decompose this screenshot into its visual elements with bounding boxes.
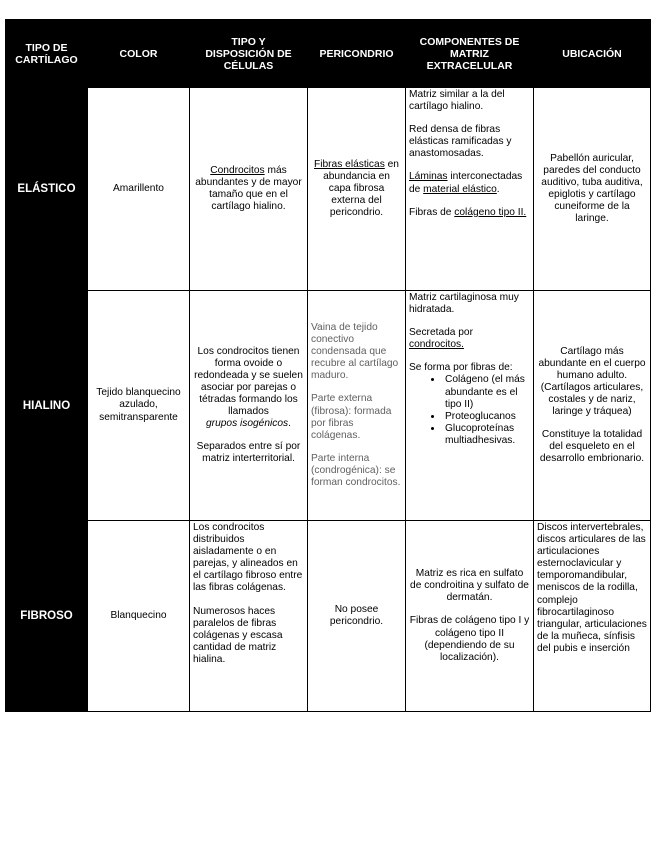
fibroso-celulas: Los condrocitos distribuidos aisladamente o en parejas, y alineados en el cartílago fibroso entre las fibras colágenas. Numerosos haces paralelos de fibras colágenas y escasa cantidad de matriz hialina.	[190, 521, 308, 712]
elastico-ubicacion: Pabellón auricular, paredes del conducto auditivo, tuba auditiva, epiglotis y cartílago cuneiforme de la laringe.	[534, 88, 651, 291]
header-disposicion: TIPO Y DISPOSICIÓN DE CÉLULAS	[190, 20, 308, 88]
fibroso-ubicacion: Discos intervertebrales, discos articulares de las articulaciones esternoclavicular y temporomandibular, meniscos de la rodilla, complejo fibrocartilaginoso triangular, articulaciones de la muñeca, sínfisis del pubis e inserción	[534, 521, 651, 712]
row-hialino	[6, 291, 651, 521]
row-fibroso	[6, 521, 651, 712]
header-componentes: COMPONENTES DE MATRIZ EXTRACELULAR	[406, 20, 534, 88]
row-elastico	[6, 88, 651, 291]
header-color: COLOR	[88, 20, 190, 88]
header-ubicacion: UBICACIÓN	[534, 20, 651, 88]
elastico-celulas: Condrocitos más abundantes y de mayor tamaño que en el cartílago hialino.	[190, 88, 308, 291]
row-label-hialino: HIALINO	[6, 291, 88, 521]
hialino-color: Tejido blanquecino azulado, semitransparente	[88, 291, 190, 521]
elastico-matriz: Matriz similar a la del cartílago hialino. Red densa de fibras elásticas ramificadas y anastomosadas. Láminas interconectadas de material elástico. Fibras de colágeno tipo II.	[406, 88, 534, 291]
matriz-fibras-list	[409, 374, 530, 447]
fibroso-matriz: Matriz es rica en sulfato de condroitina y sulfato de dermatán. Fibras de colágeno tipo I y colágeno tipo II (dependiendo de su localización).	[406, 521, 534, 712]
fibroso-pericondrio: No posee pericondrio.	[308, 521, 406, 712]
list-item: • Colágeno (el más abundante es el tipo II)	[443, 374, 530, 410]
hialino-pericondrio: Vaina de tejido conectivo condensada que recubre al cartílago maduro. Parte externa (fibrosa): formada por fibras colágenas. Parte interna (condrogénica): se forman condrocitos.	[308, 291, 406, 521]
header-pericondrio: PERICONDRIO	[308, 20, 406, 88]
hialino-celulas: Los condrocitos tienen forma ovoide o redondeada y se suelen asociar por parejas o tétradas formando los llamados grupos isogénicos. Separados entre sí por matriz interterritorial.	[190, 291, 308, 521]
cartilage-comparison-table	[5, 19, 651, 712]
header-row	[6, 20, 651, 88]
row-label-fibroso: FIBROSO	[6, 521, 88, 712]
list-item: • Proteoglucanos	[443, 411, 530, 423]
fibroso-color: Blanquecino	[88, 521, 190, 712]
row-label-elastico: ELÁSTICO	[6, 88, 88, 291]
header-tipo: TIPO DE CARTÍLAGO	[6, 20, 88, 88]
elastico-color: Amarillento	[88, 88, 190, 291]
list-item: • Glucoproteínas multiadhesivas.	[443, 423, 530, 447]
hialino-ubicacion: Cartílago más abundante en el cuerpo humano adulto. (Cartílagos articulares, costales y de nariz, laringe y tráquea) Constituye la totalidad del esqueleto en el desarrollo embrionario.	[534, 291, 651, 521]
hialino-matriz: Matriz cartilaginosa muy hidratada. Secretada por condrocitos. Se forma por fibras de: • Colágeno (el más abundante es el tipo II) • Proteoglucanos • Glucoproteínas multiadhesivas.	[406, 291, 534, 521]
elastico-pericondrio: Fibras elásticas en abundancia en capa fibrosa externa del pericondrio.	[308, 88, 406, 291]
